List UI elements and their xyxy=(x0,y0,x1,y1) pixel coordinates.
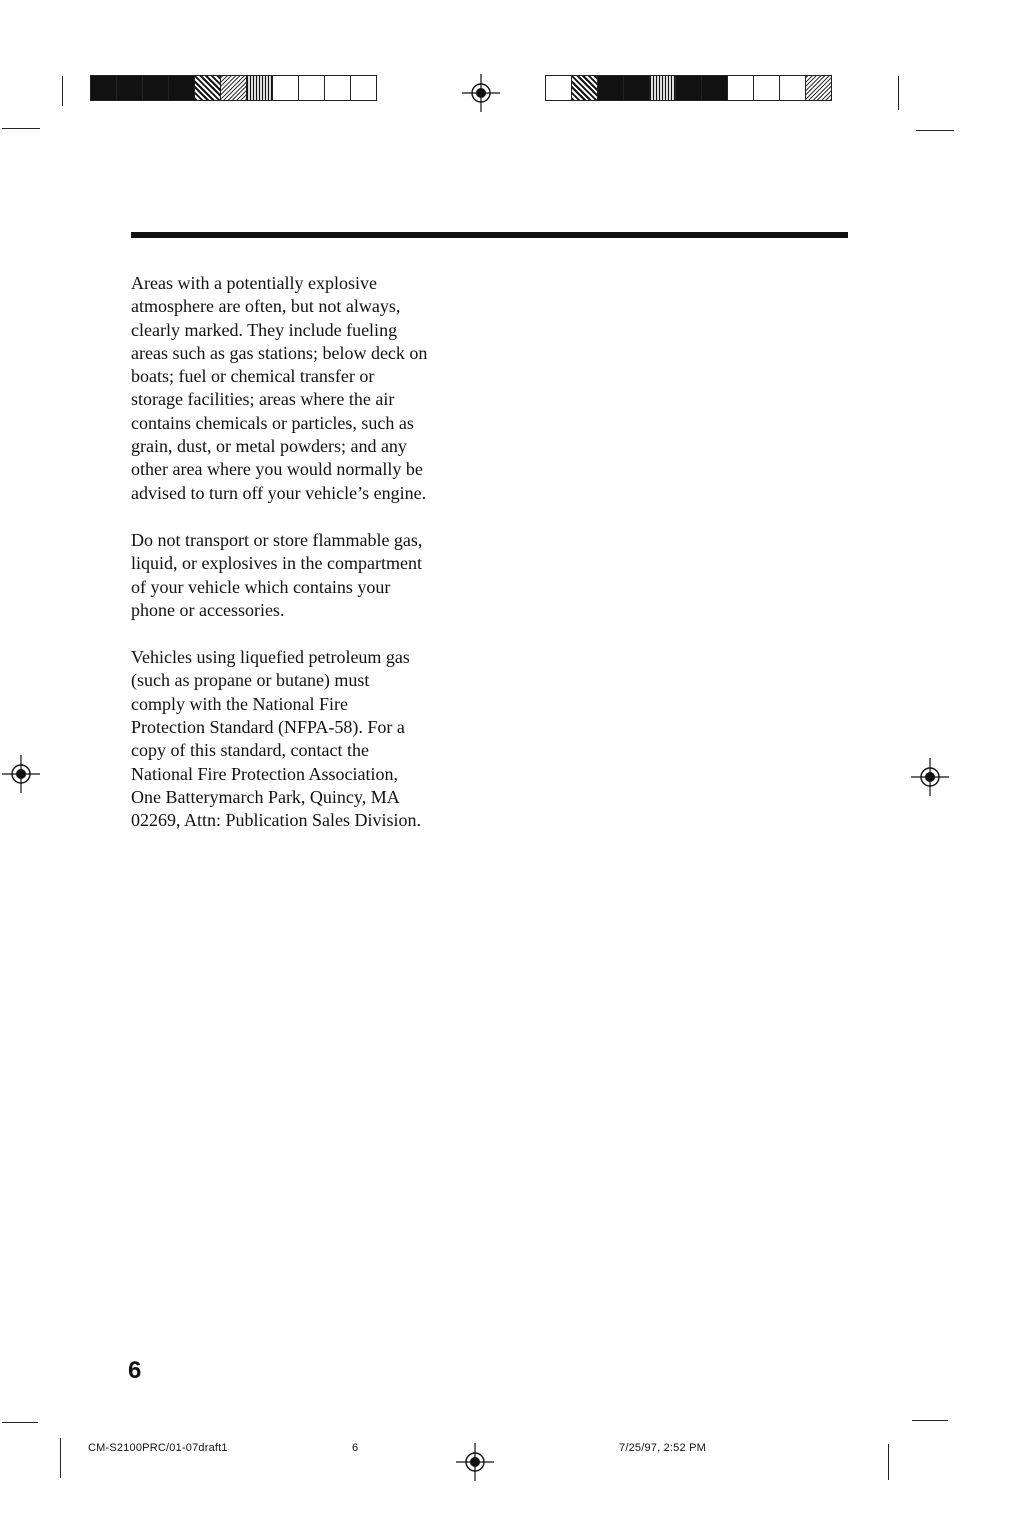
color-bar-cell xyxy=(220,75,247,101)
color-bar-cell xyxy=(597,75,624,101)
color-bar-cell xyxy=(246,75,273,101)
crop-mark-top-right-vertical xyxy=(898,76,899,110)
color-bar-cell xyxy=(805,75,832,101)
crop-mark-bottom-left-vertical xyxy=(60,1438,61,1478)
paragraph-flammable-transport: Do not transport or store flammable gas, liquid, or explosives in the compartment of your vehicle which contains your phone or accessories. xyxy=(131,529,423,620)
color-bar-right xyxy=(545,75,831,101)
section-rule xyxy=(131,232,848,238)
body-text xyxy=(131,272,491,857)
slug-page: 6 xyxy=(352,1442,359,1454)
color-bar-cell xyxy=(116,75,143,101)
registration-target-icon xyxy=(911,758,949,796)
color-bar-left xyxy=(90,75,376,101)
crop-mark-bottom-right-vertical xyxy=(888,1444,889,1480)
color-bar-cell xyxy=(194,75,221,101)
color-bar-cell xyxy=(90,75,117,101)
crop-mark-top-left-vertical xyxy=(62,76,63,106)
paragraph-lpg-vehicles: Vehicles using liquefied petroleum gas (such as propane or butane) must comply with the National Fire Protection Standard (NFPA-58). For a copy of this standard, contact the National Fire Protection Association, One Batterymarch Park, Quincy, MA 02269, Attn: Publication Sales Division. xyxy=(131,647,422,831)
page-number: 6 xyxy=(128,1357,142,1384)
color-bar-cell xyxy=(753,75,780,101)
crop-mark-bottom-left-horizontal xyxy=(2,1422,38,1423)
color-bar-cell xyxy=(779,75,806,101)
color-bar-cell xyxy=(675,75,702,101)
crop-mark-top-right-horizontal xyxy=(916,130,954,131)
color-bar-cell xyxy=(545,75,572,101)
crop-mark-top-left-horizontal xyxy=(2,128,40,129)
crop-mark-bottom-right-horizontal xyxy=(912,1420,948,1421)
slug-timestamp: 7/25/97, 2:52 PM xyxy=(619,1442,706,1454)
color-bar-cell xyxy=(649,75,676,101)
color-bar-cell xyxy=(298,75,325,101)
color-bar-cell xyxy=(623,75,650,101)
registration-target-icon xyxy=(2,755,40,793)
color-bar-cell xyxy=(168,75,195,101)
color-bar-cell xyxy=(701,75,728,101)
color-bar-cell xyxy=(350,75,377,101)
paragraph-explosive-areas: Areas with a potentially explosive atmosphere are often, but not always, clearly marked. They include fueling areas such as gas stations; below deck on boats; fuel or chemical transfer or storage facilities; areas where the air contains chemicals or particles, such as grain, dust, or metal powders; and any other area where you would normally be advised to turn off your vehicle’s engine. xyxy=(131,273,428,503)
color-bar-cell xyxy=(272,75,299,101)
color-bar-cell xyxy=(727,75,754,101)
slug-file-name: CM-S2100PRC/01-07draft1 xyxy=(88,1442,228,1454)
color-bar-cell xyxy=(571,75,598,101)
color-bar-cell xyxy=(142,75,169,101)
registration-target-icon xyxy=(456,1443,494,1481)
color-bar-cell xyxy=(324,75,351,101)
registration-target-icon xyxy=(462,74,500,112)
